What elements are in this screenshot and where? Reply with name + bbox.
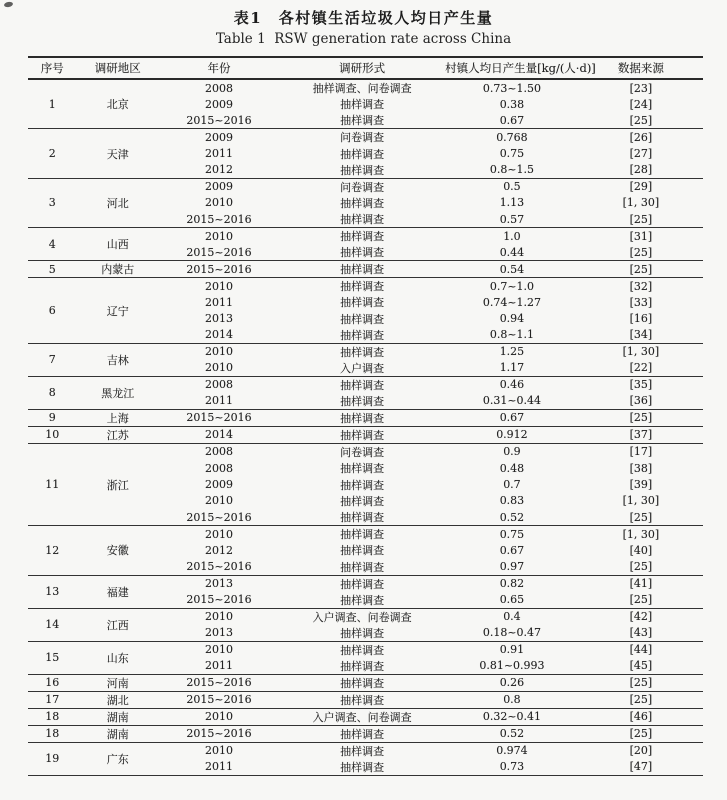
year-cell: 2011 xyxy=(205,147,233,161)
rate-cell: 0.46 xyxy=(499,378,525,392)
table-row xyxy=(28,278,703,295)
year-cell: 2009 xyxy=(205,478,233,492)
survey-type-cell: 抽样调查 xyxy=(340,643,385,657)
source-cell: [16] xyxy=(629,312,653,326)
scan-artifact-speck xyxy=(4,1,14,8)
table-row xyxy=(28,641,703,658)
table-row xyxy=(28,261,703,278)
year-cell: 2011 xyxy=(159,658,279,675)
survey-type-cell: 抽样调查 xyxy=(340,544,385,558)
year-cell: 2015~2016 xyxy=(159,674,279,691)
row-no-cell: 19 xyxy=(28,742,77,775)
year-cell: 2010 xyxy=(205,279,233,293)
source-cell: [37] xyxy=(579,426,703,443)
survey-type-cell: 抽样调查 xyxy=(340,345,385,359)
table-row xyxy=(28,708,703,725)
rate-cell: 1.25 xyxy=(499,345,525,359)
year-cell: 2008 xyxy=(205,461,233,475)
region-cell: 安徽 xyxy=(77,526,159,575)
col-header-source: 数据来源 xyxy=(579,57,703,79)
year-cell: 2013 xyxy=(205,577,233,591)
year-cell: 2015~2016 xyxy=(159,559,279,576)
survey-type-cell: 抽样调查 xyxy=(279,658,445,675)
year-cell: 2011 xyxy=(159,759,279,776)
row-no-cell: 17 xyxy=(28,691,77,708)
region-cell: 湖南 xyxy=(77,725,159,742)
row-no-cell: 8 xyxy=(28,376,77,409)
source-cell: [25] xyxy=(579,691,703,708)
row-no-cell: 13 xyxy=(28,575,77,608)
rate-cell: 0.57 xyxy=(445,211,579,228)
table-row xyxy=(28,443,703,460)
rate-cell: 0.9 xyxy=(503,445,521,459)
rate-cell: 0.75 xyxy=(499,527,525,541)
table-row xyxy=(28,426,703,443)
source-cell: [35] xyxy=(629,378,653,392)
region-cell: 河南 xyxy=(77,674,159,691)
rate-cell: 0.54 xyxy=(445,261,579,278)
source-cell: [20] xyxy=(629,744,653,758)
source-cell: [29] xyxy=(629,180,653,194)
row-no-cell: 15 xyxy=(28,641,77,674)
table-row xyxy=(28,178,703,195)
source-cell: [45] xyxy=(579,658,703,675)
source-cell: [43] xyxy=(579,625,703,642)
source-cell: [25] xyxy=(579,674,703,691)
table-row xyxy=(28,376,703,393)
rate-cell: 0.8 xyxy=(445,691,579,708)
survey-type-cell: 抽样调查 xyxy=(279,162,445,179)
survey-type-cell: 抽样调查 xyxy=(340,462,385,476)
region-cell: 山西 xyxy=(77,228,159,261)
table-row xyxy=(28,343,703,360)
row-no-cell: 1 xyxy=(28,79,77,129)
survey-type-cell: 抽样调查 xyxy=(279,112,445,129)
region-cell: 福建 xyxy=(77,575,159,608)
table-row xyxy=(28,409,703,426)
region-cell: 湖南 xyxy=(77,708,159,725)
year-cell: 2011 xyxy=(205,295,233,309)
table-row xyxy=(28,575,703,592)
year-cell: 2010 xyxy=(205,527,233,541)
source-cell: [1, 30] xyxy=(622,345,660,359)
table-row xyxy=(28,228,703,245)
rate-cell: 0.7~1.0 xyxy=(489,279,535,293)
survey-type-cell: 抽样调查 xyxy=(340,744,385,758)
survey-type-cell: 入户调查、问卷调查 xyxy=(279,708,445,725)
region-cell: 天津 xyxy=(77,129,159,178)
survey-type-cell: 抽样调查 xyxy=(340,230,385,244)
year-cell: 2012 xyxy=(205,543,233,557)
col-header-year: 年份 xyxy=(159,57,279,79)
year-cell: 2013 xyxy=(205,312,233,326)
survey-type-cell: 抽样调查 xyxy=(340,280,385,294)
year-cell: 2008 xyxy=(205,81,233,95)
survey-type-cell: 入户调查、问卷调查 xyxy=(312,610,412,624)
rate-cell: 0.31~0.44 xyxy=(445,393,579,410)
survey-type-cell: 抽样调查 xyxy=(340,196,385,210)
rate-cell: 0.38 xyxy=(499,97,525,111)
source-cell: [1, 30] xyxy=(622,527,660,541)
year-cell: 2014 xyxy=(159,327,279,344)
row-no-cell: 18 xyxy=(28,725,77,742)
row-no-cell: 14 xyxy=(28,608,77,641)
source-cell: [23] xyxy=(629,81,653,95)
rate-cell: 0.65 xyxy=(445,592,579,609)
source-cell: [42] xyxy=(629,610,653,624)
survey-type-cell: 抽样调查 xyxy=(279,261,445,278)
source-cell: [22] xyxy=(579,360,703,377)
row-no-cell: 6 xyxy=(28,278,77,344)
source-cell: [25] xyxy=(579,112,703,129)
survey-type-cell: 抽样调查 xyxy=(279,674,445,691)
region-cell: 内蒙古 xyxy=(77,261,159,278)
survey-type-cell: 抽样调查 xyxy=(279,625,445,642)
source-cell: [33] xyxy=(629,295,653,309)
rate-cell: 0.91 xyxy=(499,643,525,657)
rate-cell: 0.32~0.41 xyxy=(445,708,579,725)
survey-type-cell: 问卷调查 xyxy=(340,445,385,459)
region-cell: 广东 xyxy=(77,742,159,775)
survey-type-cell: 抽样调查 xyxy=(279,426,445,443)
row-no-cell: 2 xyxy=(28,129,77,178)
region-cell: 江西 xyxy=(77,608,159,641)
table-row xyxy=(28,725,703,742)
rate-cell: 0.768 xyxy=(496,130,528,144)
row-no-cell: 9 xyxy=(28,409,77,426)
table-body xyxy=(28,79,703,775)
rate-cell: 0.8~1.1 xyxy=(445,327,579,344)
source-cell: [25] xyxy=(579,559,703,576)
region-cell: 辽宁 xyxy=(77,278,159,344)
table-row xyxy=(28,526,703,543)
rate-cell: 0.74~1.27 xyxy=(482,295,542,309)
region-cell: 上海 xyxy=(77,409,159,426)
survey-type-cell: 入户调查 xyxy=(279,360,445,377)
row-no-cell: 4 xyxy=(28,228,77,261)
year-cell: 2010 xyxy=(205,345,233,359)
row-no-cell: 7 xyxy=(28,343,77,376)
year-cell: 2015~2016 xyxy=(159,244,279,261)
source-cell: [32] xyxy=(629,279,653,293)
table-row xyxy=(28,742,703,759)
row-no-cell: 12 xyxy=(28,526,77,575)
table-row xyxy=(28,608,703,625)
rate-cell: 1.0 xyxy=(503,229,521,243)
source-cell: [25] xyxy=(579,725,703,742)
year-cell: 2009 xyxy=(205,97,233,111)
source-cell: [1, 30] xyxy=(622,494,660,508)
rate-cell: 0.67 xyxy=(445,112,579,129)
table-row xyxy=(28,691,703,708)
source-cell: [25] xyxy=(579,211,703,228)
survey-type-cell: 抽样调查、问卷调查 xyxy=(312,82,412,95)
year-cell: 2015~2016 xyxy=(159,409,279,426)
row-no-cell: 16 xyxy=(28,674,77,691)
year-cell: 2010 xyxy=(159,708,279,725)
rate-cell: 0.81~0.993 xyxy=(445,658,579,675)
year-cell: 2015~2016 xyxy=(159,211,279,228)
col-header-rate: 村镇人均日产生量[kg/(人·d)] xyxy=(445,57,579,79)
source-cell: [47] xyxy=(579,759,703,776)
rate-cell: 0.52 xyxy=(445,509,579,526)
table-row xyxy=(28,79,703,96)
region-cell: 湖北 xyxy=(77,691,159,708)
table-header-row xyxy=(28,57,703,79)
year-cell: 2011 xyxy=(159,393,279,410)
survey-type-cell: 抽样调查 xyxy=(340,378,385,392)
survey-type-cell: 抽样调查 xyxy=(279,592,445,609)
region-cell: 黑龙江 xyxy=(77,376,159,409)
survey-type-cell: 抽样调查 xyxy=(279,691,445,708)
year-cell: 2014 xyxy=(159,426,279,443)
survey-type-cell: 抽样调查 xyxy=(340,296,385,310)
row-no-cell: 18 xyxy=(28,708,77,725)
survey-type-cell: 抽样调查 xyxy=(340,577,385,591)
survey-type-cell: 抽样调查 xyxy=(279,393,445,410)
row-no-cell: 11 xyxy=(28,443,77,525)
rate-cell: 0.974 xyxy=(496,744,528,758)
year-cell: 2008 xyxy=(205,378,233,392)
source-cell: [36] xyxy=(579,393,703,410)
year-cell: 2009 xyxy=(205,130,233,144)
year-cell: 2009 xyxy=(205,180,233,194)
rsw-generation-table xyxy=(28,56,703,776)
row-no-cell: 3 xyxy=(28,178,77,227)
source-cell: [25] xyxy=(579,509,703,526)
source-cell: [25] xyxy=(579,592,703,609)
source-cell: [40] xyxy=(629,543,653,557)
year-cell: 2015~2016 xyxy=(159,691,279,708)
source-cell: [38] xyxy=(629,461,653,475)
source-cell: [26] xyxy=(629,130,653,144)
rate-cell: 0.912 xyxy=(445,426,579,443)
rate-cell: 0.94 xyxy=(499,312,525,326)
survey-type-cell: 抽样调查 xyxy=(279,759,445,776)
rate-cell: 0.67 xyxy=(499,543,525,557)
year-cell: 2010 xyxy=(205,196,233,210)
region-cell: 山东 xyxy=(77,641,159,674)
year-cell: 2012 xyxy=(159,162,279,179)
rate-cell: 0.5 xyxy=(503,180,521,194)
survey-type-cell: 抽样调查 xyxy=(340,98,385,112)
year-cell: 2010 xyxy=(205,610,233,624)
year-cell: 2010 xyxy=(205,744,233,758)
source-cell: [44] xyxy=(629,643,653,657)
rate-cell: 0.73~1.50 xyxy=(482,81,542,95)
source-cell: [34] xyxy=(579,327,703,344)
rate-cell: 1.13 xyxy=(499,196,525,210)
row-no-cell: 10 xyxy=(28,426,77,443)
rate-cell: 0.83 xyxy=(499,494,525,508)
survey-type-cell: 抽样调查 xyxy=(340,312,385,326)
rate-cell: 0.67 xyxy=(445,409,579,426)
survey-type-cell: 抽样调查 xyxy=(279,409,445,426)
source-cell: [46] xyxy=(579,708,703,725)
col-header-survey: 调研形式 xyxy=(279,57,445,79)
rate-cell: 0.4 xyxy=(503,610,521,624)
survey-type-cell: 抽样调查 xyxy=(340,478,385,492)
year-cell: 2010 xyxy=(205,643,233,657)
year-cell: 2015~2016 xyxy=(159,112,279,129)
region-cell: 吉林 xyxy=(77,343,159,376)
year-cell: 2013 xyxy=(159,625,279,642)
rate-cell: 0.75 xyxy=(499,147,525,161)
survey-type-cell: 问卷调查 xyxy=(340,131,385,145)
survey-type-cell: 问卷调查 xyxy=(340,180,385,194)
rate-cell: 0.73 xyxy=(445,759,579,776)
source-cell: [27] xyxy=(629,147,653,161)
source-cell: [39] xyxy=(629,478,653,492)
year-cell: 2010 xyxy=(205,494,233,508)
rate-cell: 0.7 xyxy=(503,478,521,492)
col-header-no: 序号 xyxy=(28,57,77,79)
rate-cell: 0.18~0.47 xyxy=(445,625,579,642)
region-cell: 河北 xyxy=(77,178,159,227)
region-cell: 浙江 xyxy=(77,443,159,525)
source-cell: [31] xyxy=(629,229,653,243)
source-cell: [1, 30] xyxy=(622,196,660,210)
source-cell: [25] xyxy=(579,261,703,278)
year-cell: 2015~2016 xyxy=(159,261,279,278)
rate-cell: 0.8~1.5 xyxy=(445,162,579,179)
rate-cell: 0.44 xyxy=(445,244,579,261)
source-cell: [28] xyxy=(579,162,703,179)
table-row xyxy=(28,129,703,146)
survey-type-cell: 抽样调查 xyxy=(279,327,445,344)
table-title-chinese: 表1 各村镇生活垃圾人均日产生量 xyxy=(233,9,494,27)
rate-cell: 0.48 xyxy=(499,461,525,475)
survey-type-cell: 抽样调查 xyxy=(279,509,445,526)
survey-type-cell: 抽样调查 xyxy=(340,528,385,542)
year-cell: 2008 xyxy=(205,445,233,459)
col-header-region: 调研地区 xyxy=(77,57,159,79)
rate-cell: 0.26 xyxy=(445,674,579,691)
survey-type-cell: 抽样调查 xyxy=(340,494,385,508)
year-cell: 2015~2016 xyxy=(159,509,279,526)
year-cell: 2010 xyxy=(205,229,233,243)
table-row xyxy=(28,674,703,691)
source-cell: [41] xyxy=(629,577,653,591)
source-cell: [24] xyxy=(629,97,653,111)
survey-type-cell: 抽样调查 xyxy=(279,244,445,261)
region-cell: 江苏 xyxy=(77,426,159,443)
year-cell: 2015~2016 xyxy=(159,725,279,742)
survey-type-cell: 抽样调查 xyxy=(340,147,385,161)
rate-cell: 0.97 xyxy=(445,559,579,576)
region-cell: 北京 xyxy=(77,79,159,129)
survey-type-cell: 抽样调查 xyxy=(279,725,445,742)
source-cell: [25] xyxy=(579,409,703,426)
survey-type-cell: 抽样调查 xyxy=(279,559,445,576)
rate-cell: 0.82 xyxy=(499,577,525,591)
table-title-english: Table 1 RSW generation rate across China xyxy=(215,31,512,47)
year-cell: 2010 xyxy=(159,360,279,377)
rate-cell: 1.17 xyxy=(445,360,579,377)
row-no-cell: 5 xyxy=(28,261,77,278)
source-cell: [17] xyxy=(629,445,653,459)
survey-type-cell: 抽样调查 xyxy=(279,211,445,228)
source-cell: [25] xyxy=(579,244,703,261)
year-cell: 2015~2016 xyxy=(159,592,279,609)
rate-cell: 0.52 xyxy=(445,725,579,742)
